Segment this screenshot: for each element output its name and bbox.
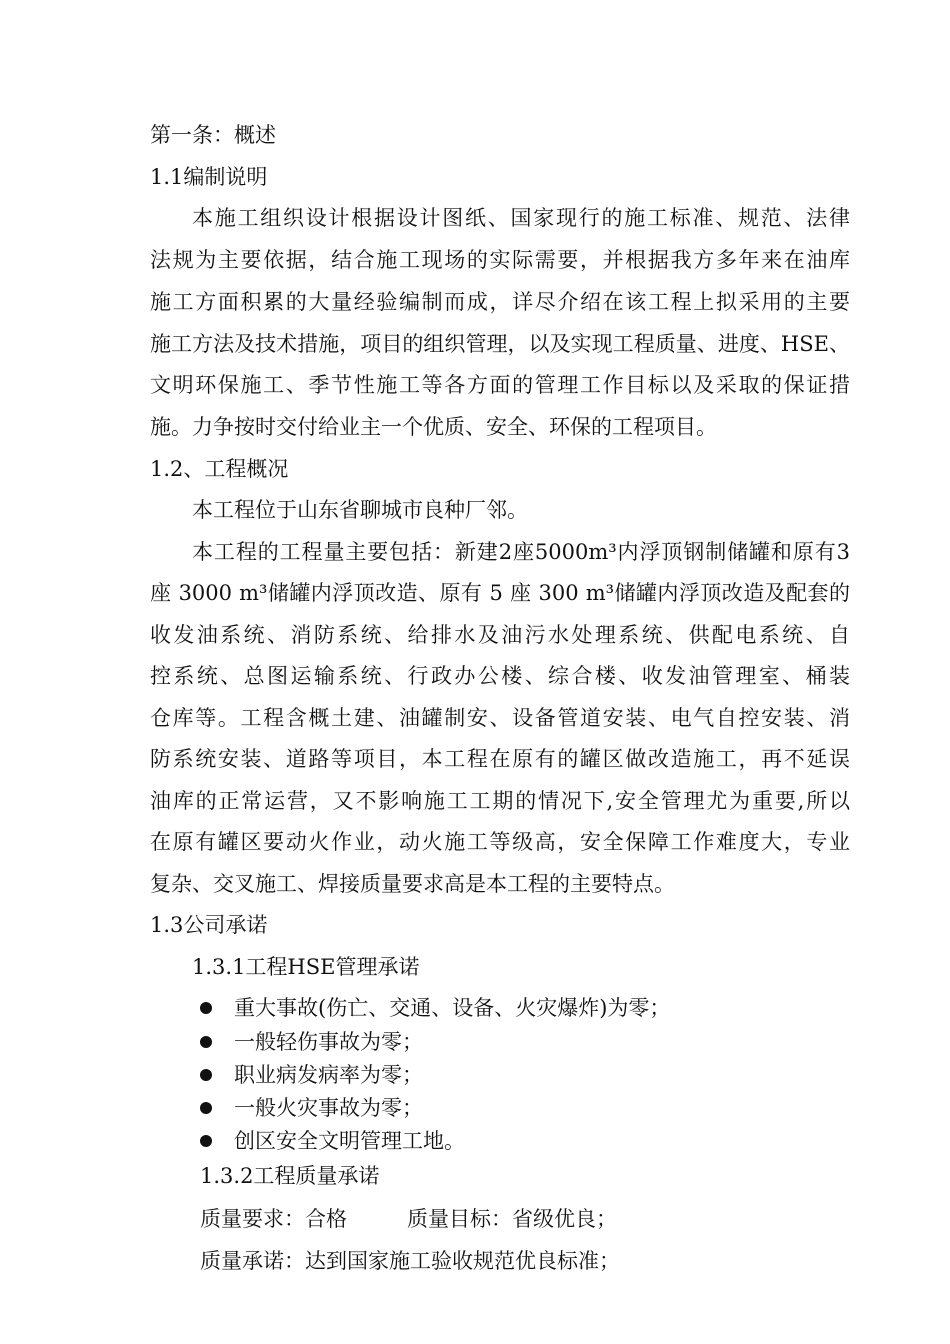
bullet-icon: [200, 1036, 212, 1048]
paragraph-line: 收发油系统、消防系统、给排水及油污水处理系统、供配电系统、自: [150, 623, 850, 647]
list-item: [200, 994, 670, 1022]
paragraph-line: 本施工组织设计根据设计图纸、国家现行的施工标准、规范、法律: [192, 206, 850, 230]
paragraph-line: 施工方面积累的大量经验编制而成，详尽介绍在该工程上拟采用的主要: [150, 290, 850, 314]
bullet-icon: [200, 1069, 212, 1081]
paragraph-line: 油库的正常运营，又不影响施工工期的情况下,安全管理尤为重要,所以: [150, 789, 850, 813]
heading-1-1: 1.1编制说明: [150, 165, 268, 189]
quality-line: [200, 1205, 617, 1233]
list-item: [200, 1094, 423, 1122]
quality-target: 质量目标：省级优良；: [407, 1207, 617, 1231]
bullet-icon: [200, 1002, 212, 1014]
heading-1-2: 1.2、工程概况: [150, 457, 289, 481]
bullet-icon: [200, 1102, 212, 1114]
quality-commitment: 质量承诺：达到国家施工验收规范优良标准；: [200, 1249, 620, 1273]
list-item-text: 创区安全文明管理工地。: [234, 1129, 465, 1153]
list-item-text: 一般火灾事故为零；: [234, 1096, 423, 1120]
paragraph-line: 施工方法及技术措施，项目的组织管理，以及实现工程质量、进度、HSE、: [150, 332, 850, 356]
paragraph-line: 座 3000 m³储罐内浮顶改造、原有 5 座 300 m³储罐内浮顶改造及配套的: [150, 581, 850, 605]
location-line: 本工程位于山东省聊城市良种厂邻。: [192, 498, 528, 522]
paragraph-line: 本工程的工程量主要包括：新建2座5000m³内浮顶钢制储罐和原有3: [192, 540, 850, 564]
heading-1-3-1: 1.3.1工程HSE管理承诺: [192, 955, 420, 979]
section-title: 第一条：概述: [150, 123, 276, 147]
list-item: [200, 1061, 423, 1089]
list-item: [200, 1127, 465, 1155]
paragraph-line: 复杂、交叉施工、焊接质量要求高是本工程的主要特点。: [150, 872, 675, 896]
paragraph-line: 控系统、总图运输系统、行政办公楼、综合楼、收发油管理室、桶装: [150, 664, 850, 688]
paragraph-line: 仓库等。工程含概土建、油罐制安、设备管道安装、电气自控安装、消: [150, 706, 850, 730]
paragraph-line: 文明环保施工、季节性施工等各方面的管理工作目标以及采取的保证措: [150, 373, 850, 397]
list-item-text: 一般轻伤事故为零；: [234, 1030, 423, 1054]
list-item: [200, 1028, 423, 1056]
quality-requirement: 质量要求：合格: [200, 1207, 347, 1231]
bullet-icon: [200, 1135, 212, 1147]
heading-1-3: 1.3公司承诺: [150, 913, 268, 937]
paragraph-line: 在原有罐区要动火作业，动火施工等级高，安全保障工作难度大，专业: [150, 830, 850, 854]
paragraph-line: 防系统安装、道路等项目，本工程在原有的罐区做改造施工，再不延误: [150, 747, 850, 771]
list-item-text: 重大事故(伤亡、交通、设备、火灾爆炸)为零；: [234, 996, 671, 1020]
list-item-text: 职业病发病率为零；: [234, 1063, 423, 1087]
paragraph-line: 法规为主要依据，结合施工现场的实际需要，并根据我方多年来在油库: [150, 248, 850, 272]
heading-1-3-2: 1.3.2工程质量承诺: [200, 1164, 380, 1188]
paragraph-line: 施。力争按时交付给业主一个优质、安全、环保的工程项目。: [150, 415, 717, 439]
